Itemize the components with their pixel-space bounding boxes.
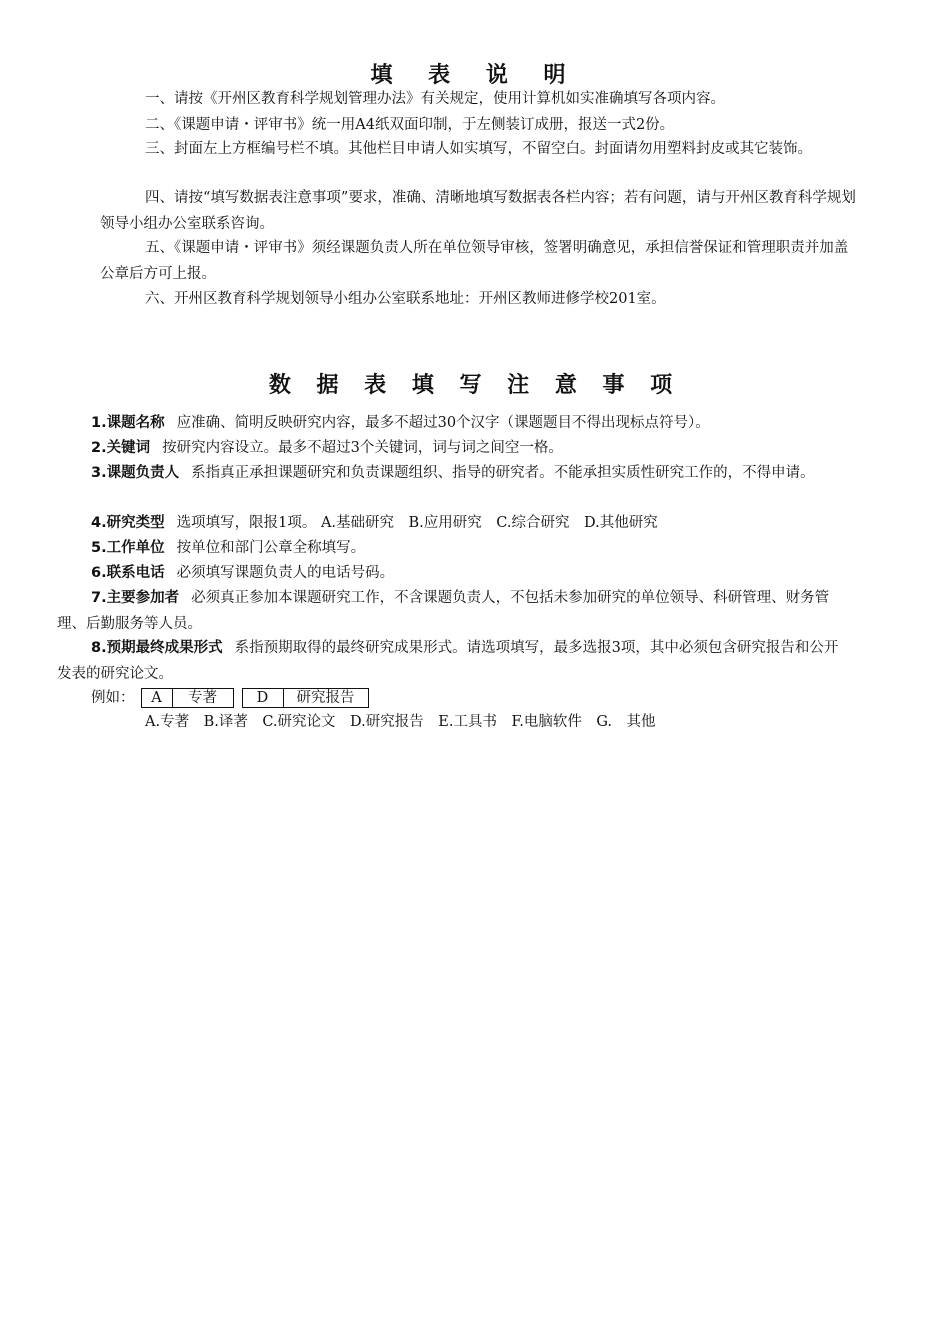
example-box-value: 研究报告 [296,690,355,706]
example-box-code: A [142,689,173,707]
note-text: 系指预期取得的最终研究成果形式。请选项填写，最多选报3项，其中必须包含研究报告和公开发表的研究论文。 [57,640,839,682]
note-label: 7.主要参加者 [91,590,180,606]
outcome-options: A.专著 B.译著 C.研究论文 D.研究报告 E.工具书 F.电脑软件 G. 其他 [145,714,656,730]
example-row [91,686,369,710]
note-text: 应准确、简明反映研究内容，最多不超过30个汉字（课题题目不得出现标点符号）。 [176,415,710,431]
instruction-item-5: 五、《课题申请・评审书》须经课题负责人所在单位领导审核，签署明确意见，承担信誉保证和管理职责并加盖公章后方可上报。 [100,240,849,282]
note-text: 选项填写，限报1项。 A.基础研究 B.应用研究 C.综合研究 D.其他研究 [176,515,658,531]
example-box-code: D [243,689,284,707]
example-box-a [141,688,234,708]
notes-title: 数 据 表 填 写 注 意 事 项 [268,373,682,398]
note-label: 8.预期最终成果形式 [91,640,223,656]
note-item-1 [57,410,847,436]
instruction-item-2: 二、《课题申请・评审书》统一用A4纸双面印制，于左侧装订成册，报送一式2份。 [145,117,675,133]
note-item-7 [57,585,847,637]
instruction-item-4: 四、请按“填写数据表注意事项”要求，准确、清晰地填写数据表各栏内容；若有问题，请与开州区教育科学规划领导小组办公室联系咨询。 [100,190,856,232]
instruction-item-3: 三、封面左上方框编号栏不填。其他栏目申请人如实填写，不留空白。封面请勿用塑料封皮或其它装饰。 [145,141,812,157]
note-item-8 [57,635,847,687]
note-label: 6.联系电话 [91,565,165,581]
note-text: 系指真正承担课题研究和负责课题组织、指导的研究者。不能承担实质性研究工作的，不得申请。 [191,465,815,481]
note-label: 1.课题名称 [91,415,165,431]
note-text: 按研究内容设立。最多不超过3个关键词，词与词之间空一格。 [162,440,563,456]
instruction-item-1: 一、请按《开州区教育科学规划管理办法》有关规定，使用计算机如实准确填写各项内容。 [145,91,725,107]
note-item-2 [57,435,847,461]
note-text: 必须填写课题负责人的电话号码。 [176,565,395,581]
note-item-3 [57,460,847,486]
instruction-item-6: 六、开州区教育科学规划领导小组办公室联系地址：开州区教师进修学校201室。 [145,291,666,307]
note-item-6 [57,560,847,586]
example-box-d [242,688,369,708]
note-label: 5.工作单位 [91,540,165,556]
note-item-4 [57,510,847,536]
note-label: 2.关键词 [91,440,151,456]
example-box-value: 专著 [188,690,217,706]
note-text: 必须真正参加本课题研究工作，不含课题负责人，不包括未参加研究的单位领导、科研管理、财务管理、后勤服务等人员。 [57,590,830,632]
example-label: 例如： [91,690,135,706]
instructions-title: 填 表 说 明 [370,63,580,88]
note-item-5 [57,535,847,561]
note-label: 3.课题负责人 [91,465,180,481]
note-label: 4.研究类型 [91,515,165,531]
note-text: 按单位和部门公章全称填写。 [176,540,366,556]
